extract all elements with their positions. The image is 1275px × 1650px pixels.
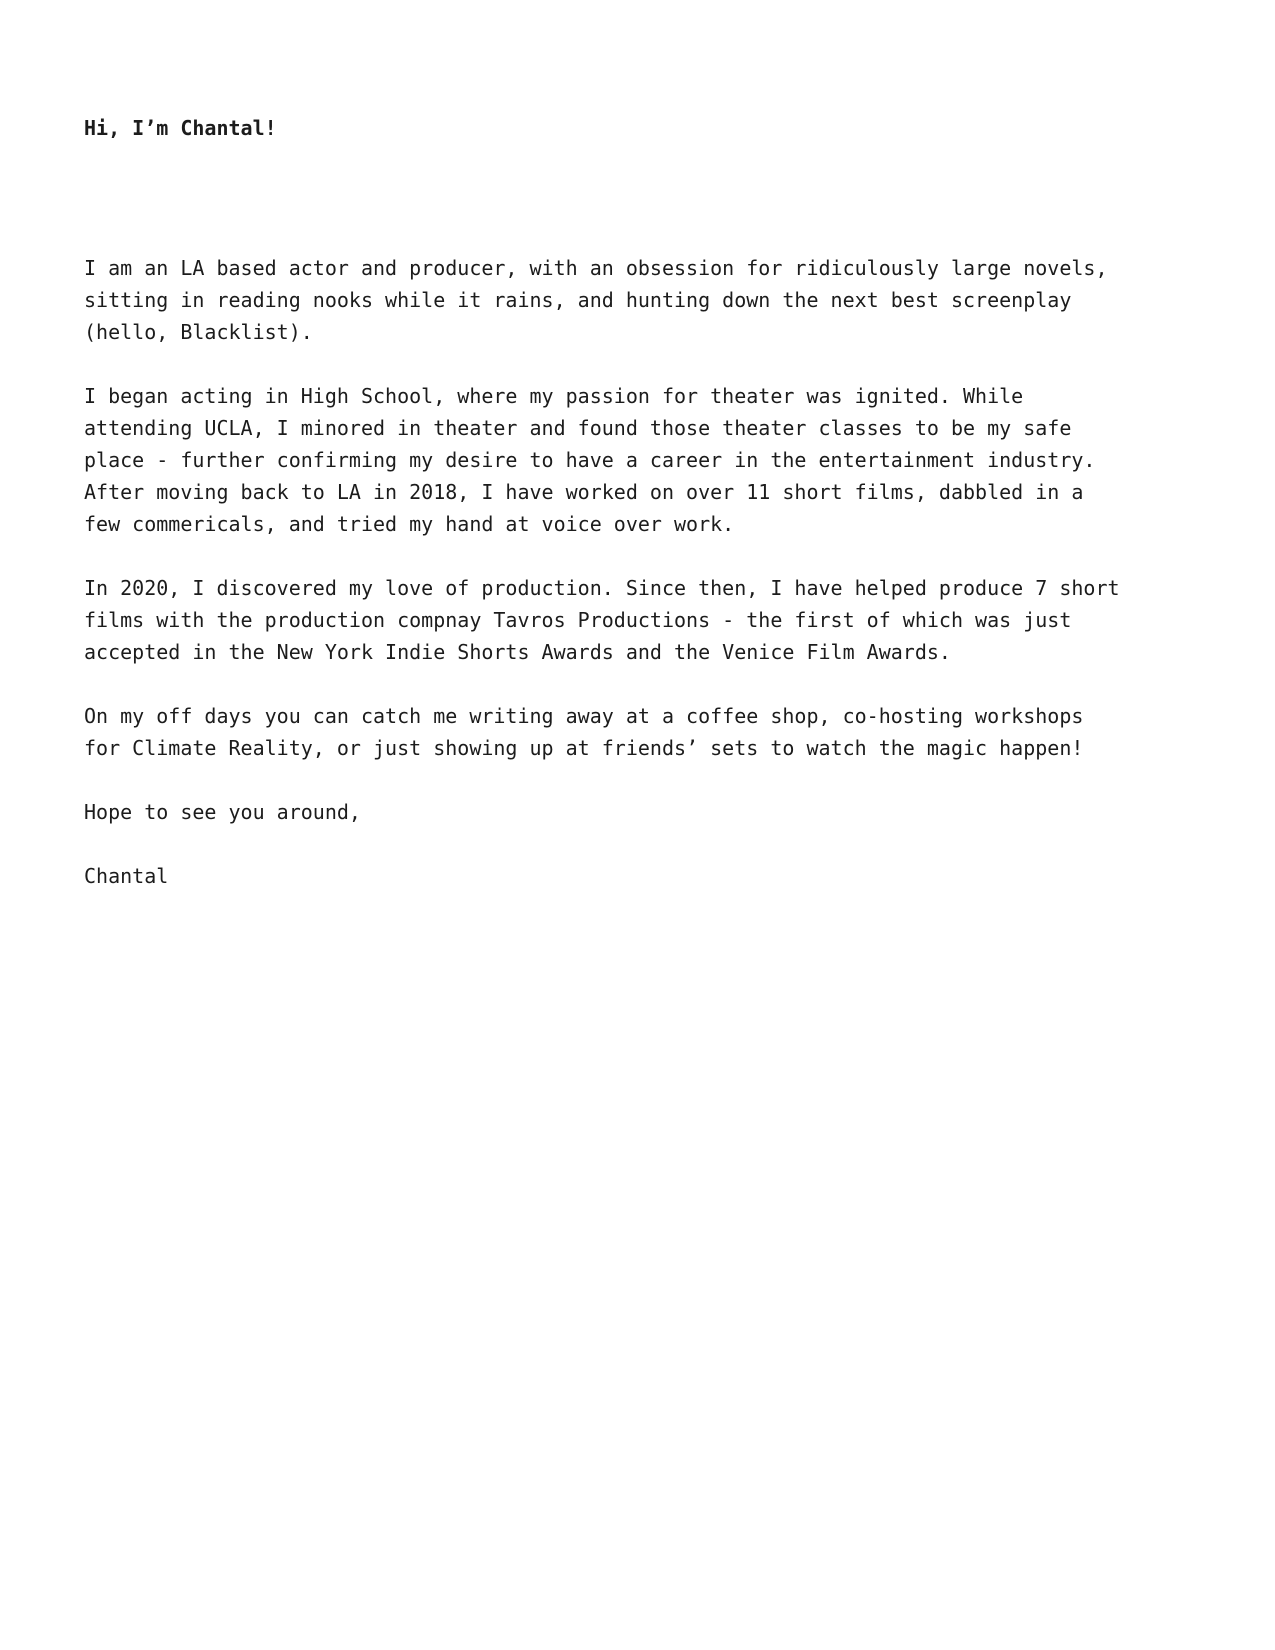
signature: Chantal: [84, 864, 169, 888]
closing-line: Hope to see you around,: [84, 800, 361, 824]
document-content: [84, 112, 1124, 892]
bio-paragraph-intro: I am an LA based actor and producer, with an obsession for ridiculously large novels, sitting in reading nooks while it rains, and hunting down the next best screenplay (hello, Blacklist).: [84, 256, 1108, 344]
bio-paragraph-off-days: On my off days you can catch me writing away at a coffee shop, co-hosting workshops for Climate Reality, or just showing up at friends’ sets to watch the magic happen!: [84, 704, 1084, 760]
page-title: Hi, I’m Chantal!: [84, 116, 277, 140]
bio-paragraph-acting-history: I began acting in High School, where my passion for theater was ignited. While attending UCLA, I minored in theater and found those theater classes to be my safe place - further confirming my desire to have a career in the entertainment industry. After moving back to LA in 2018, I have worked on over 11 short films, dabbled in a few commericals, and tried my hand at voice over work.: [84, 384, 1096, 536]
bio-paragraph-production: In 2020, I discovered my love of production. Since then, I have helped produce 7 short films with the production compnay Tavros Productions - the first of which was just accepted in the New York Indie Shorts Awards and the Venice Film Awards.: [84, 576, 1120, 664]
